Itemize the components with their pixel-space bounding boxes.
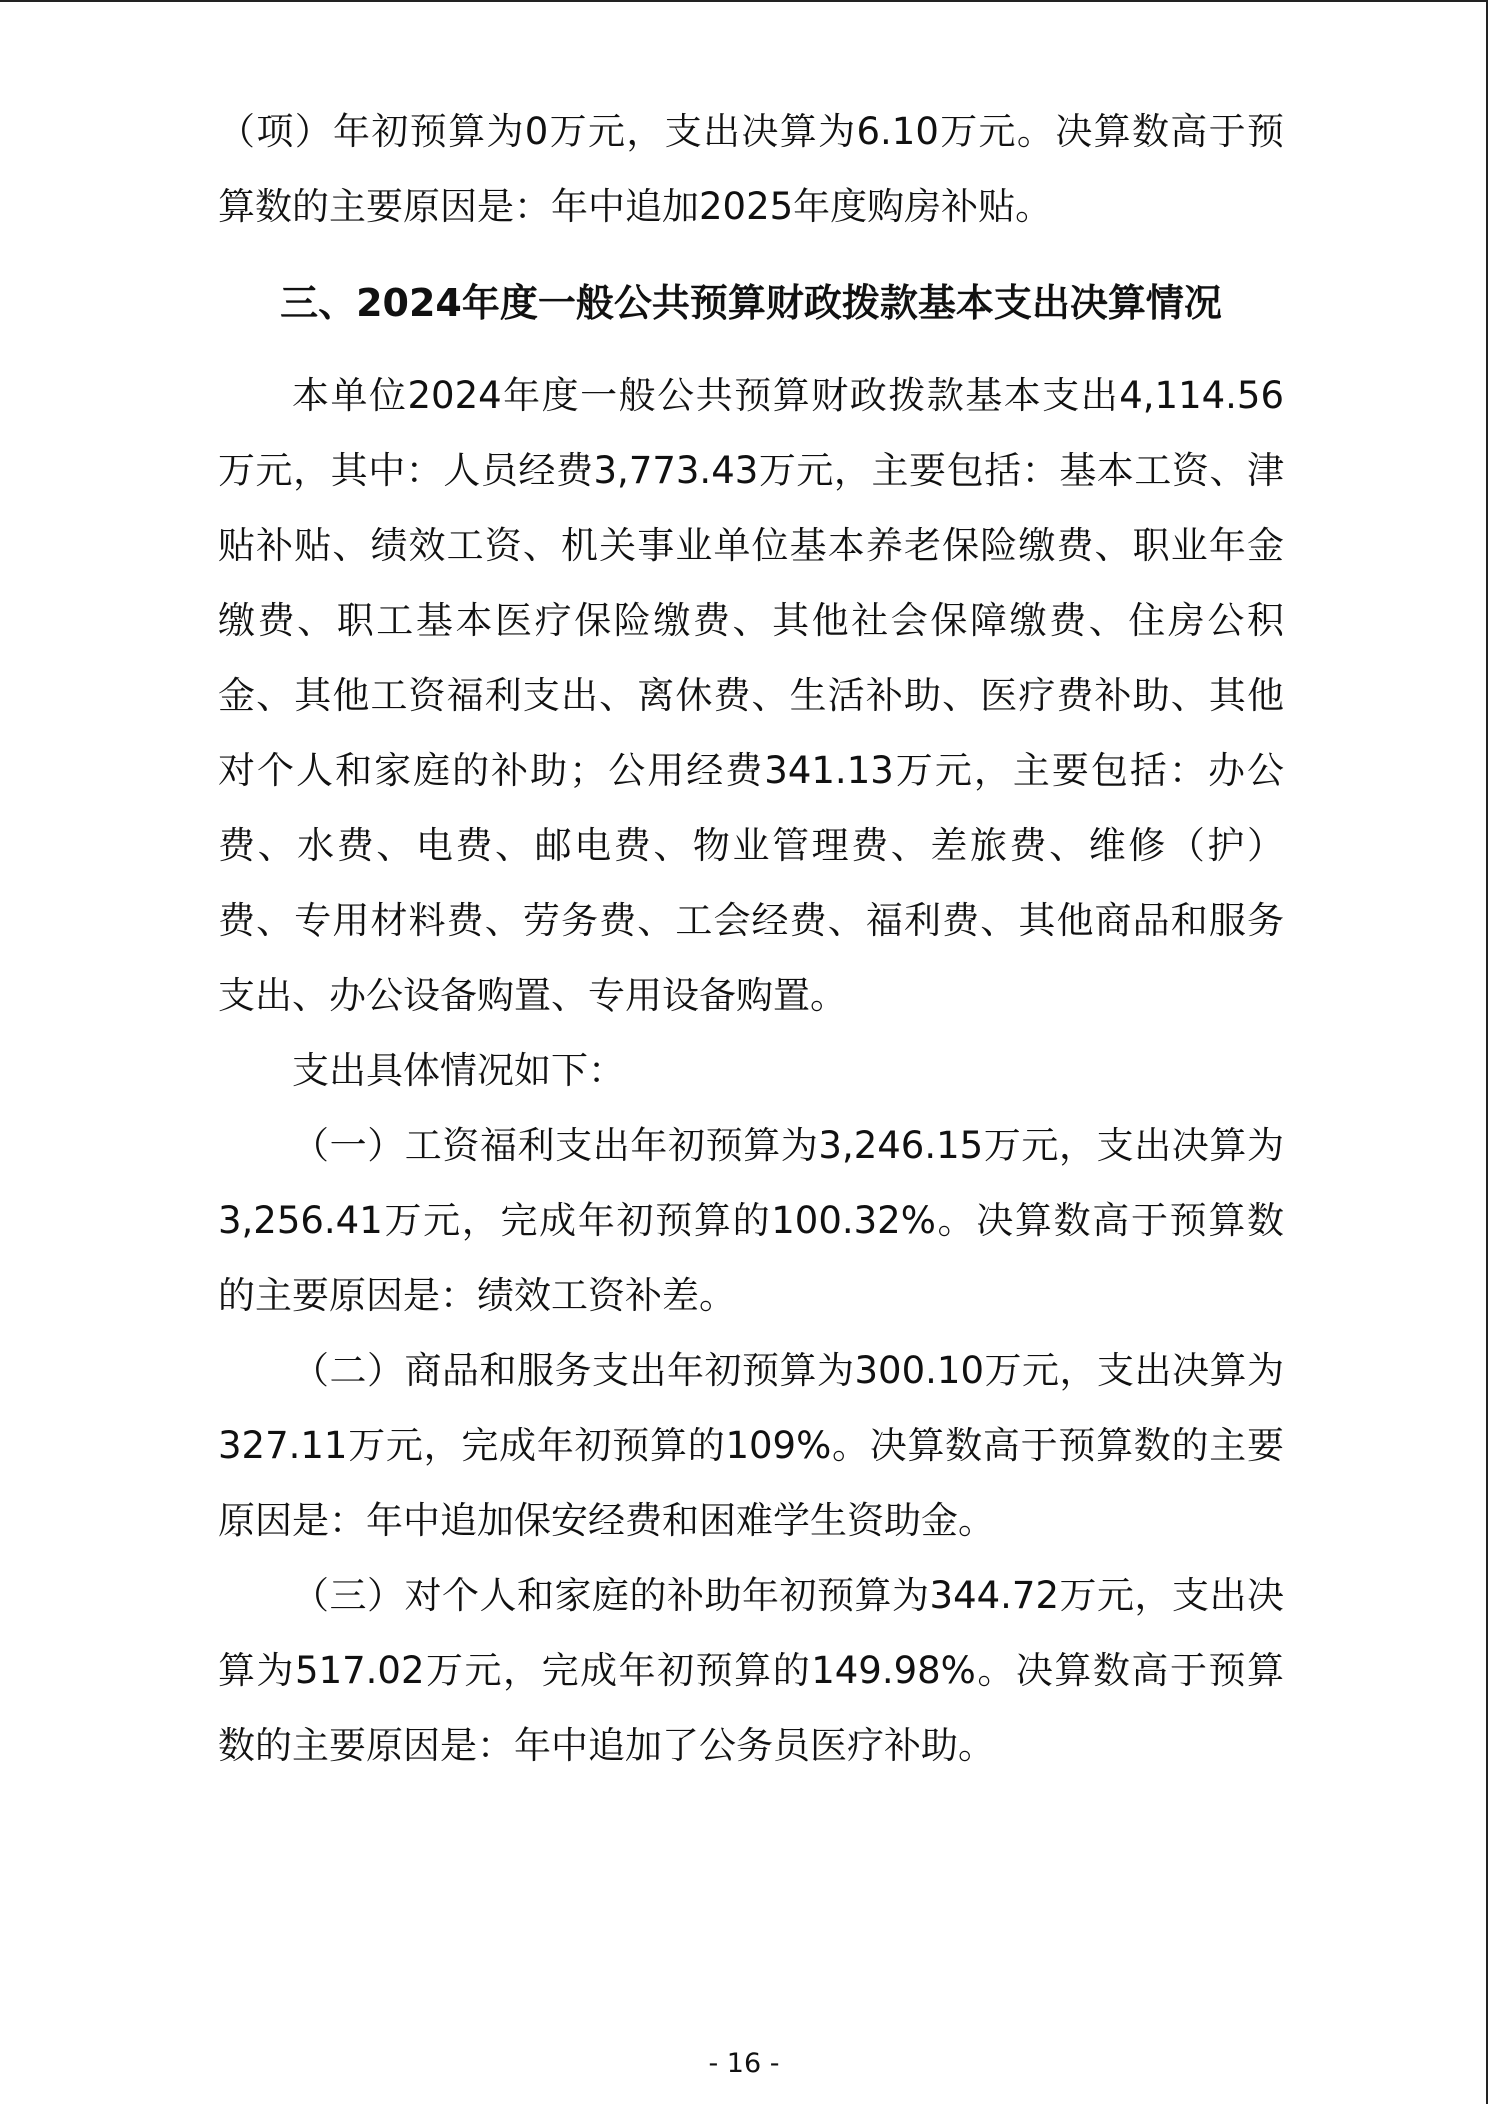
item-goods-services: （二）商品和服务支出年初预算为300.10万元，支出决算为327.11万元，完成年初预算的109%。决算数高于预算数的主要原因是：年中追加保安经费和困难学生资助金。 <box>218 1349 1284 1542</box>
item-individual-family-subsidy: （三）对个人和家庭的补助年初预算为344.72万元，支出决算为517.02万元，完成年初预算的149.98%。决算数高于预算数的主要原因是：年中追加了公务员医疗补助。 <box>218 1574 1284 1767</box>
item-salary-welfare: （一）工资福利支出年初预算为3,246.15万元，支出决算为3,256.41万元，完成年初预算的100.32%。决算数高于预算数的主要原因是：绩效工资补差。 <box>218 1124 1284 1317</box>
continued-paragraph: （项）年初预算为0万元，支出决算为6.10万元。决算数高于预算数的主要原因是：年中追加2025年度购房补贴。 <box>218 110 1284 228</box>
page-body <box>218 94 1284 1783</box>
page-number: - 16 - <box>708 2048 780 2079</box>
section-heading: 三、2024年度一般公共预算财政拨款基本支出决算情况 <box>280 281 1222 325</box>
detail-intro: 支出具体情况如下： <box>292 1049 625 1092</box>
basic-expenditure-summary: 本单位2024年度一般公共预算财政拨款基本支出4,114.56万元，其中：人员经费3,773.43万元，主要包括：基本工资、津贴补贴、绩效工资、机关事业单位基本养老保险缴费、职业年金缴费、职工基本医疗保险缴费、其他社会保障缴费、住房公积金、其他工资福利支出、离休费、生活补助、医疗费补助、其他对个人和家庭的补助；公用经费341.13万元，主要包括：办公费、水费、电费、邮电费、物业管理费、差旅费、维修（护）费、专用材料费、劳务费、工会经费、福利费、其他商品和服务支出、办公设备购置、专用设备购置。 <box>218 374 1284 1017</box>
